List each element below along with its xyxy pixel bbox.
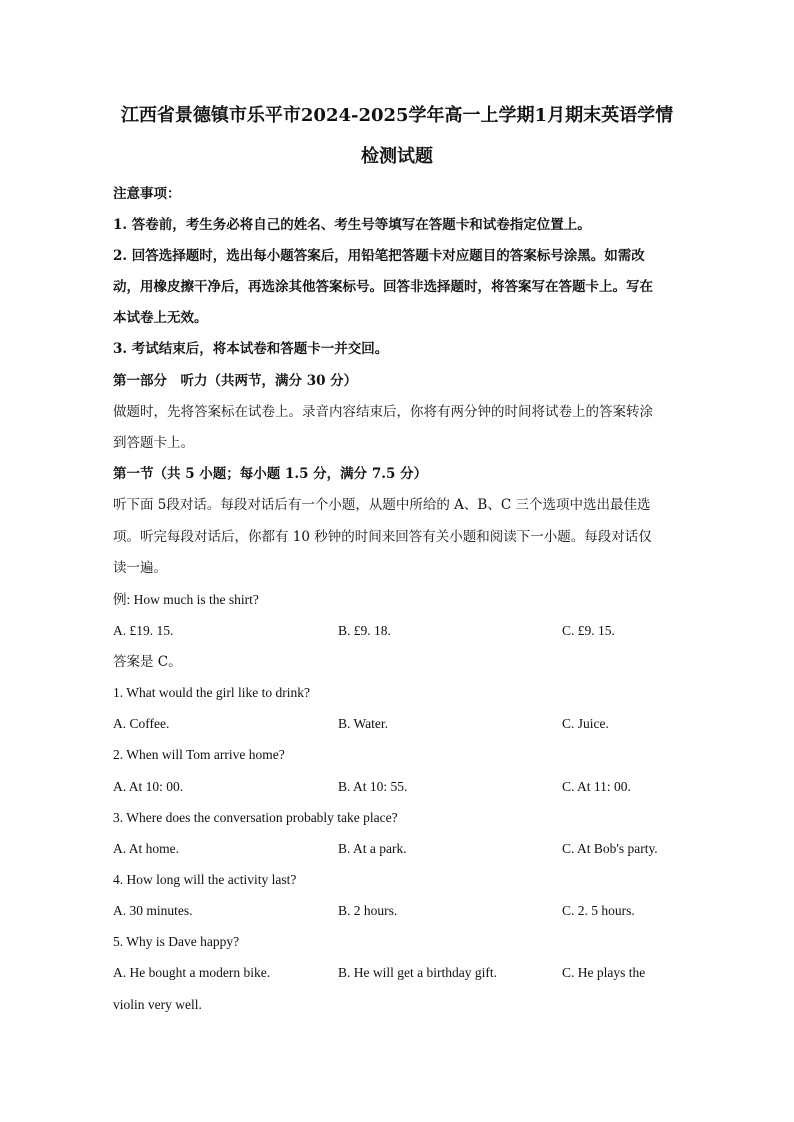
part1-intro-line1: 做题时，先将答案标在试卷上。录音内容结束后，你将有两分钟的时间将试卷上的答案转涂 <box>113 404 653 420</box>
section1-intro-line3: 读一遍。 <box>113 560 167 576</box>
section1-heading: 第一节（共 5 小题；每小题 1.5 分，满分 7.5 分） <box>113 466 428 482</box>
question-4-option-a: A. 30 minutes. <box>113 903 193 918</box>
question-5-option-a: A. He bought a modern bike. <box>113 965 271 980</box>
question-5-option-c: C. He plays the <box>562 965 646 980</box>
question-5-option-c-continuation: violin very well. <box>113 997 202 1012</box>
part1-intro-line2: 到答题卡上。 <box>113 435 194 451</box>
exam-title-line1: 江西省景德镇市乐平市2024-2025学年高一上学期1月期末英语学情 <box>120 105 674 126</box>
notice-item-1: 1. 答卷前，考生务必将自己的姓名、考生号等填写在答题卡和试卷指定位置上。 <box>113 217 591 233</box>
question-5: 5. Why is Dave happy? <box>113 934 240 949</box>
question-4-option-b: B. 2 hours. <box>338 903 398 918</box>
question-2-option-a: A. At 10: 00. <box>113 779 184 794</box>
question-4: 4. How long will the activity last? <box>113 872 297 887</box>
notice-item-2-line1: 2. 回答选择题时，选出每小题答案后，用铅笔把答题卡对应题目的答案标号涂黑。如需改 <box>113 248 645 264</box>
question-3: 3. Where does the conversation probably take place? <box>113 810 398 825</box>
question-2-option-c: C. At 11: 00. <box>562 779 631 794</box>
section1-intro-line2: 项。听完每段对话后，你都有 10 秒钟的时间来回答有关小题和阅读下一小题。每段对话仅 <box>113 529 652 545</box>
question-2: 2. When will Tom arrive home? <box>113 747 285 762</box>
question-3-option-c: C. At Bob's party. <box>562 841 658 856</box>
question-5-option-b: B. He will get a birthday gift. <box>338 965 497 980</box>
question-4-option-c: C. 2. 5 hours. <box>562 903 635 918</box>
question-1-option-c: C. Juice. <box>562 716 609 731</box>
notice-item-2-line3: 本试卷上无效。 <box>113 310 208 326</box>
example-question: 例: How much is the shirt? <box>113 592 259 607</box>
example-answer: 答案是 C。 <box>113 654 182 670</box>
notice-item-2-line2: 动，用橡皮擦干净后，再选涂其他答案标号。回答非选择题时，将答案写在答题卡上。写在 <box>113 279 653 295</box>
section1-intro-line1: 听下面 5段对话。每段对话后有一个小题，从题中所给的 A、B、C 三个选项中选出最佳选 <box>113 497 651 513</box>
question-2-option-b: B. At 10: 55. <box>338 779 408 794</box>
part1-heading: 第一部分 听力（共两节，满分 30 分） <box>113 373 358 389</box>
notice-item-3: 3. 考试结束后，将本试卷和答题卡一并交回。 <box>113 341 389 357</box>
example-option-b: B. £9. 18. <box>338 623 391 638</box>
question-1-option-a: A. Coffee. <box>113 716 170 731</box>
question-3-option-a: A. At home. <box>113 841 179 856</box>
exam-title-line2: 检测试题 <box>361 146 433 167</box>
question-3-option-b: B. At a park. <box>338 841 407 856</box>
notice-heading: 注意事项： <box>113 186 181 202</box>
example-option-a: A. £19. 15. <box>113 623 174 638</box>
example-option-c: C. £9. 15. <box>562 623 615 638</box>
question-1: 1. What would the girl like to drink? <box>113 685 310 700</box>
question-1-option-b: B. Water. <box>338 716 389 731</box>
